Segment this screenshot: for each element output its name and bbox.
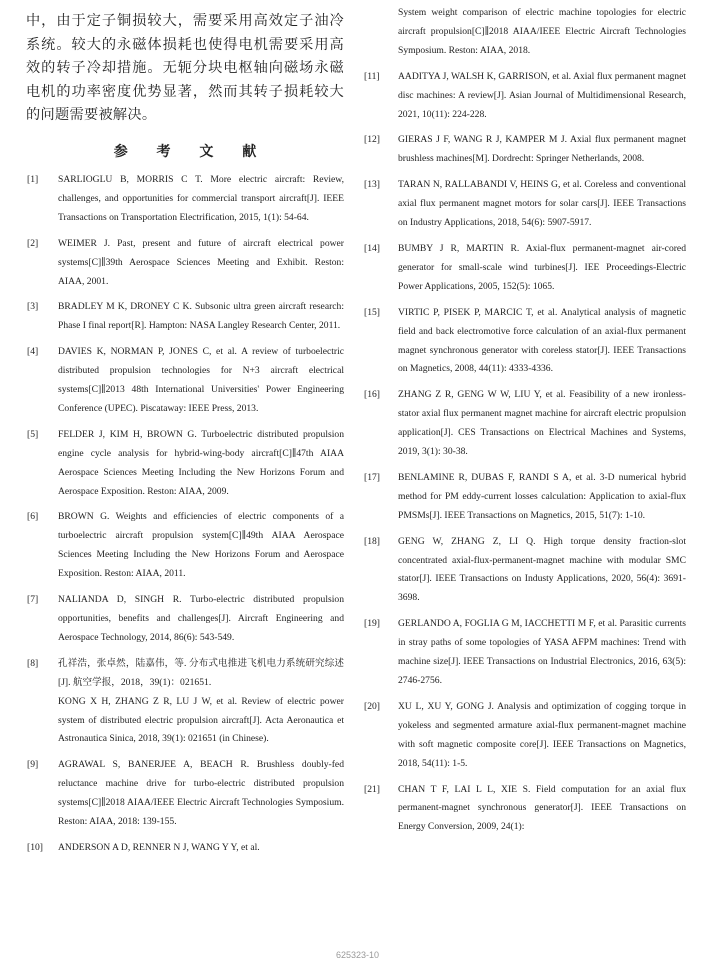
reference-number: [10] [27, 841, 43, 853]
reference-text: BENLAMINE R, DUBAS F, RANDI S A, et al. 3-D numerical hybrid method for PM eddy-current losses calculation: Application to axial-flux PMSMs[J]. IEEE Transactions on Magnetics, 2015, 51(7): 1-10. [398, 471, 686, 521]
reference-item [364, 240, 686, 297]
reference-number: [5] [27, 428, 39, 440]
reference-item [26, 655, 344, 750]
reference-number: [7] [27, 594, 39, 606]
reference-item [364, 68, 686, 125]
reference-text: FELDER J, KIM H, BROWN G. Turboelectric distributed propulsion engine cycle analysis for hybrid-wing-body aircraft[C]∥47th AIAA Aerospace Sciences Meeting Including the New Horizons Forum and Aerospace Exposition. Reston: AIAA, 2009. [58, 428, 344, 497]
reference-item [26, 508, 344, 584]
reference-text: SARLIOGLU B, MORRIS C T. More electric aircraft: Review, challenges, and opportunities for commercial transport aircraft[J]. IEEE Transactions on Transportation Electrification, 2015, 1(1): 54-64. [58, 173, 344, 223]
reference-number: [3] [27, 301, 39, 313]
reference-number: [11] [364, 70, 380, 82]
reference-item [26, 298, 344, 336]
reference-text: GIERAS J F, WANG R J, KAMPER M J. Axial flux permanent magnet brushless machines[M]. Dordrecht: Springer Netherlands, 2008. [398, 134, 686, 165]
reference-number: [1] [27, 173, 39, 185]
reference-item [364, 386, 686, 462]
reference-item [364, 176, 686, 233]
reference-number: [13] [364, 179, 380, 191]
reference-number: [19] [364, 618, 380, 630]
reference-text: VIRTIC P, PISEK P, MARCIC T, et al. Analytical analysis of magnetic field and back electromotive force calculation of an axial-flux permanent magnet synchronous generator with coreless stator[J]. IEEE Transactions on Magnetics, 2008, 44(11): 4333-4336. [398, 306, 686, 375]
reference-item [26, 426, 344, 502]
reference-text: GERLANDO A, FOGLIA G M, IACCHETTI M F, et al. Parasitic currents in stray paths of some topologies of YASA AFPM machines: Trend with machine size[J]. IEEE Transactions on Industrial Electronics, 2016, 63(5): 2746-2756. [398, 618, 686, 686]
right-column [364, 4, 686, 844]
reference-number: [21] [364, 783, 380, 795]
reference-text-english: KONG X H, ZHANG Z R, LU J W, et al. Review of electric power system of distributed electric propulsion aircraft[J]. Acta Aeronautica et Astronautica Sinica, 2018, 39(1): 021651 (in Chinese). [58, 695, 344, 745]
reference-text: TARAN N, RALLABANDI V, HEINS G, et al. Coreless and conventional axial flux permanent magnet motors for solar cars[J]. IEEE Transactions on Industry Applications, 2018, 54(6): 5907-5917. [398, 179, 686, 229]
reference-text: System weight comparison of electric machine topologies for electric aircraft propulsion[C]∥2018 AIAA/IEEE Electric Aircraft Technologies Symposium. Reston: AIAA, 2018. [398, 7, 686, 56]
reference-text: GENG W, ZHANG Z, LI Q. High torque density fraction-slot concentrated axial-flux-permanent-magnet machine with modular SMC stator[J]. IEEE Transactions on Industy Applications, 2020, 56(4): 3691-3698. [398, 535, 686, 604]
reference-number: [16] [364, 389, 380, 401]
reference-text: WEIMER J. Past, present and future of aircraft electrical power systems[C]∥39th Aerospace Sciences Meeting and Exhibit. Reston: AIAA, 2001. [58, 237, 344, 287]
reference-item [26, 343, 344, 419]
reference-number: [6] [27, 511, 39, 523]
references-heading: 参 考 文 献 [113, 143, 269, 160]
reference-text: AGRAWAL S, BANERJEE A, BEACH R. Brushless doubly-fed reluctance machine drive for turbo-electric distributed propulsion systems[C]∥2018 AIAA/IEEE Electric Aircraft Technologies Symposium. Reston: AIAA, 2018: 139-155. [58, 759, 344, 828]
reference-text: XU L, XU Y, GONG J. Analysis and optimization of cogging torque in yokeless and segmented armature axial-flux permanent-magnet machine with soft magnetic composite core[J]. IEEE Transactions on Magnetics, 2018, 54(11): 1-5. [398, 700, 686, 769]
reference-text: BRADLEY M K, DRONEY C K. Subsonic ultra green aircraft research: Phase I final report[R]. Hampton: NASA Langley Research Center, 2011. [58, 301, 344, 332]
reference-number: [2] [27, 237, 39, 249]
reference-text: CHAN T F, LAI L L, XIE S. Field computation for an axial flux permanent-magnet synchronous generator[J]. IEEE Transactions on Energy Conversion, 2009, 24(1): [398, 783, 686, 833]
reference-text: AADITYA J, WALSH K, GARRISON, et al. Axial flux permanent magnet disc machines: A review[J]. Asian Journal of Multidimensional Research, 2021, 10(11): 224-228. [398, 70, 686, 120]
reference-number: [15] [364, 306, 380, 318]
reference-item [364, 615, 686, 691]
reference-text: BROWN G. Weights and efficiencies of electric components of a turboelectric aircraft propulsion system[C]∥49th AIAA Aerospace Sciences Meeting Including the New Horizons Forum and Aerospace Exposition. Reston: AIAA, 2011. [58, 511, 344, 580]
reference-text: NALIANDA D, SINGH R. Turbo-electric distributed propulsion opportunities, benefits and challenges[J]. Aircraft Engineering and Aerospace Technology, 2014, 86(6): 543-549. [58, 594, 344, 643]
reference-item [364, 698, 686, 774]
reference-item [364, 131, 686, 169]
reference-text: DAVIES K, NORMAN P, JONES C, et al. A review of turboelectric distributed propulsion technologies for N+3 aircraft electrical systems[C]∥2013 48th International Universities' Power Engineering Conference (UPEC). Piscataway: IEEE Press, 2013. [58, 346, 344, 414]
reference-item [26, 235, 344, 292]
reference-number: [14] [364, 242, 380, 254]
reference-text: ANDERSON A D, RENNER N J, WANG Y Y, et al. [58, 841, 260, 853]
reference-number: [12] [364, 134, 380, 146]
reference-item [26, 756, 344, 832]
reference-item [26, 839, 344, 858]
reference-continuation [368, 4, 686, 61]
reference-item [364, 533, 686, 609]
reference-number: [20] [364, 700, 380, 712]
page-number: 625323-10 [335, 950, 380, 960]
reference-item [26, 171, 344, 228]
reference-item [364, 469, 686, 526]
reference-item [364, 304, 686, 380]
reference-number: [4] [27, 346, 39, 358]
reference-number: [8] [27, 657, 39, 669]
left-column [26, 4, 344, 865]
reference-number: [17] [364, 471, 380, 483]
reference-item [26, 591, 344, 648]
reference-number: [18] [364, 535, 380, 547]
conclusion-paragraph: 中，由于定子铜损较大，需要采用高效定子油冷系统。较大的永磁体损耗也使得电机需要采用高效的转子冷却措施。无轭分块电枢轴向磁场永磁电机的功率密度优势显著，然而其转子损耗较大的问题需要被解决。 [26, 13, 344, 124]
reference-number: [9] [27, 759, 39, 771]
reference-text: BUMBY J R, MARTIN R. Axial-flux permanent-magnet air-cored generator for small-scale wind turbines[J]. IEE Proceedings-Electric Power Applications, 2005, 152(5): 1065. [398, 242, 686, 292]
reference-text: ZHANG Z R, GENG W W, LIU Y, et al. Feasibility of a new ironless-stator axial flux permanent magnet machine for aircraft electric propulsion application[J]. CES Transactions on Electrical Machines and Systems, 2019, 3(1): 30-38. [398, 389, 686, 458]
reference-item [364, 781, 686, 838]
reference-text: 孔祥浩，张卓然，陆嘉伟，等. 分布式电推进飞机电力系统研究综述[J]. 航空学报，2018，39(1)：021651. [58, 657, 344, 688]
